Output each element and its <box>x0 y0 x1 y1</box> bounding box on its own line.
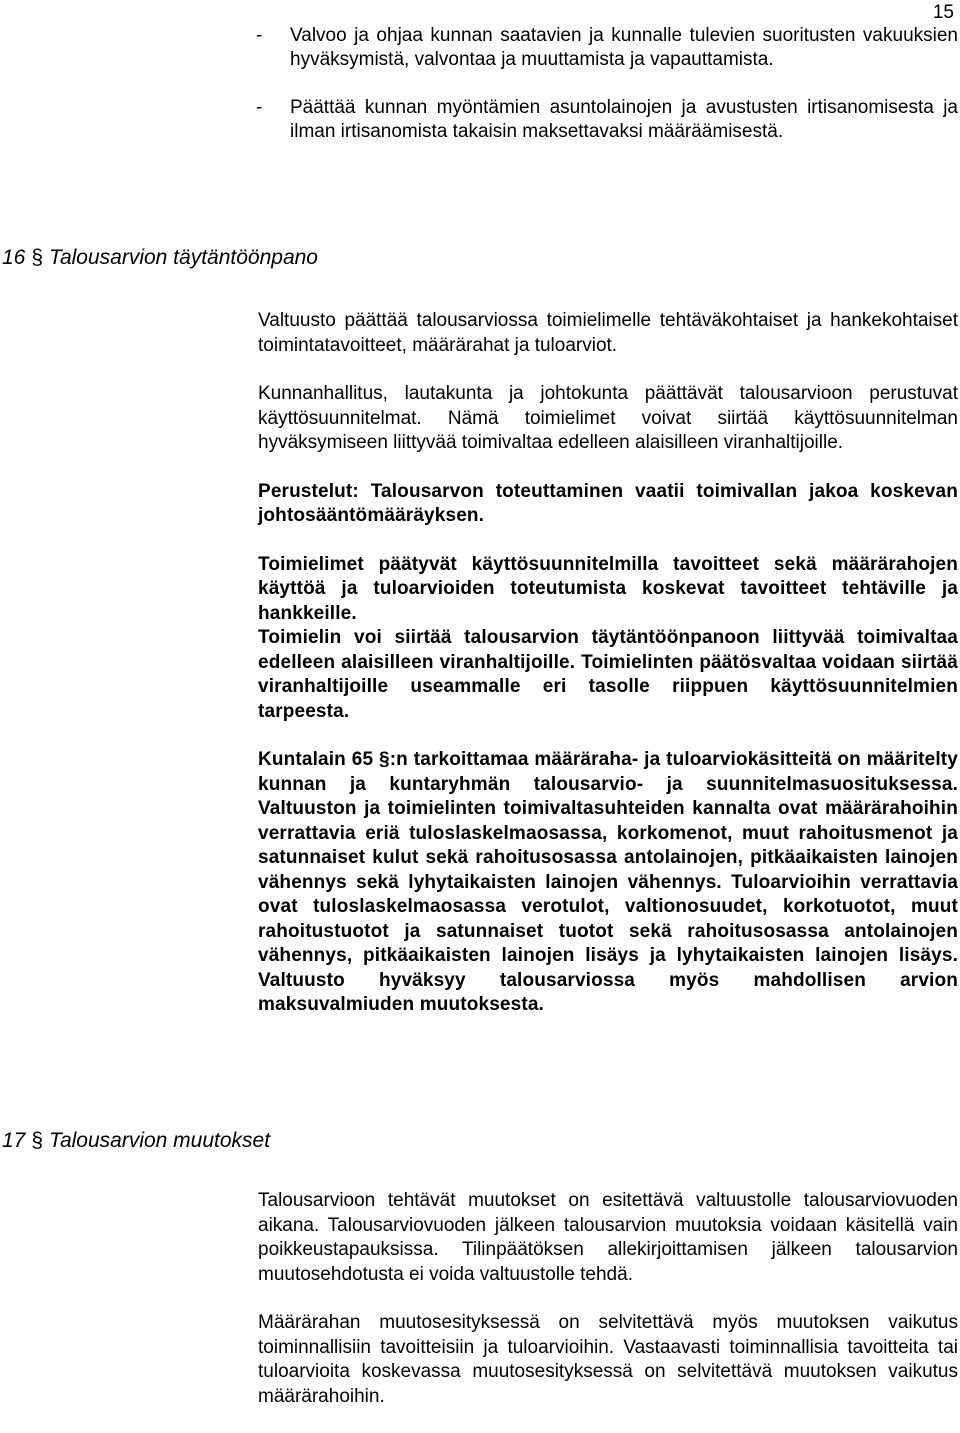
section-17-heading <box>2 1129 270 1153</box>
bullet-dash: - <box>256 97 263 118</box>
section-17-body <box>258 1189 958 1433</box>
paragraph: Talousarvioon tehtävät muutokset on esitettävä valtuustolle talousarviovuoden aikana. Talousarviovuoden jälkeen talousarvion muutoksia voidaan käsitellä vain poikkeustapauksissa. Tilinpäätöksen allekirjoittamisen jälkeen talousarvion muutosehdotusta ei voida valtuustolle tehdä. <box>258 1190 958 1285</box>
section-title: Talousarvion muutokset <box>49 1129 271 1152</box>
rationale-paragraph: Toimielimet päätyvät käyttösuunnitelmilla tavoitteet sekä määrärahojen käyttöä ja tuloarvioiden toteutumista koskevat tavoitteet tehtäville ja hankkeille. <box>258 553 958 624</box>
section-sign: § <box>31 246 44 269</box>
section-title: Talousarvion täytäntöönpano <box>49 246 318 269</box>
rationale-paragraph: Perustelut: Talousarvon toteuttaminen vaatii toimivallan jakoa koskevan johtosääntömääräyksen. <box>258 480 958 526</box>
rationale-paragraph: Kuntalain 65 §:n tarkoittamaa määräraha- ja tuloarviokäsitteitä on määritelty kunnan ja kuntaryhmän talousarvio- ja suunnitelmasuosituksessa. Valtuuston ja toimielinten toimivaltasuhteiden kannalta ovat määrärahoihin verrattavia eriä tuloslaskelmaosassa, korkomenot, muut rahoitusmenot ja satunnaiset kulut sekä rahoitusosassa antolainojen, pitkäaikaisten lainojen vähennys sekä lyhytaikaisten lainojen vähennys. Tuloarvioihin verrattavia ovat tuloslaskelmaosassa verotulot, valtionosuudet, korkotuotot, muut rahoitustuotot ja satunnaiset tuotot sekä rahoitusosassa antolainojen vähennys, pitkäaikaisten lainojen lisäys ja lyhytaikaisten lainojen lisäys. Valtuusto hyväksyy talousarviossa myös mahdollisen arvion maksuvalmiuden muutoksesta. <box>258 749 958 1015</box>
rationale-paragraph: Toimielin voi siirtää talousarvion täytäntöönpanoon liittyvää toimivaltaa edelleen alaisilleen viranhaltijoille. Toimielinten päätösvaltaa voidaan siirtää viranhaltijoille useammalle eri tasolle riippuen käyttösuunnitelmien tarpeesta. <box>258 627 958 722</box>
section-number: 17 <box>2 1129 26 1152</box>
section-number: 16 <box>2 246 26 269</box>
list-item-text: Päättää kunnan myöntämien asuntolainojen ja avustusten irtisanomisesta ja ilman irtisanomista takaisin maksettavaksi määräämisestä. <box>290 97 958 142</box>
paragraph: Määrärahan muutosesityksessä on selvitettävä myös muutoksen vaikutus toiminnallisiin tavoitteisiin ja tuloarvioihin. Vastaavasti toiminnallisia tavoitteita tai tuloarvioita koskevassa muutosesityksessä on selvitettävä muutoksen vaikutus määrärahoihin. <box>258 1312 958 1407</box>
list-item-text: Valvoo ja ohjaa kunnan saatavien ja kunnalle tulevien suoritusten vakuuksien hyväksymistä, valvontaa ja muuttamista ja vapauttamista. <box>290 25 958 70</box>
section-16-body <box>258 309 958 1042</box>
paragraph: Valtuusto päättää talousarviossa toimielimelle tehtäväkohtaiset ja hankekohtaiset toimintatavoitteet, määrärahat ja tuloarviot. <box>258 310 958 356</box>
bullet-dash: - <box>256 25 263 46</box>
list-item <box>256 96 958 144</box>
section-16-heading <box>2 246 318 270</box>
bullet-list <box>256 24 958 168</box>
paragraph: Kunnanhallitus, lautakunta ja johtokunta päättävät talousarvioon perustuvat käyttösuunnitelmat. Nämä toimielimet voivat siirtää käyttösuunnitelman hyväksymiseen liittyvää toimivaltaa edelleen alaisilleen viranhaltijoille. <box>258 383 958 453</box>
list-item <box>256 24 958 72</box>
section-sign: § <box>31 1129 44 1152</box>
page-number: 15 <box>932 2 954 23</box>
